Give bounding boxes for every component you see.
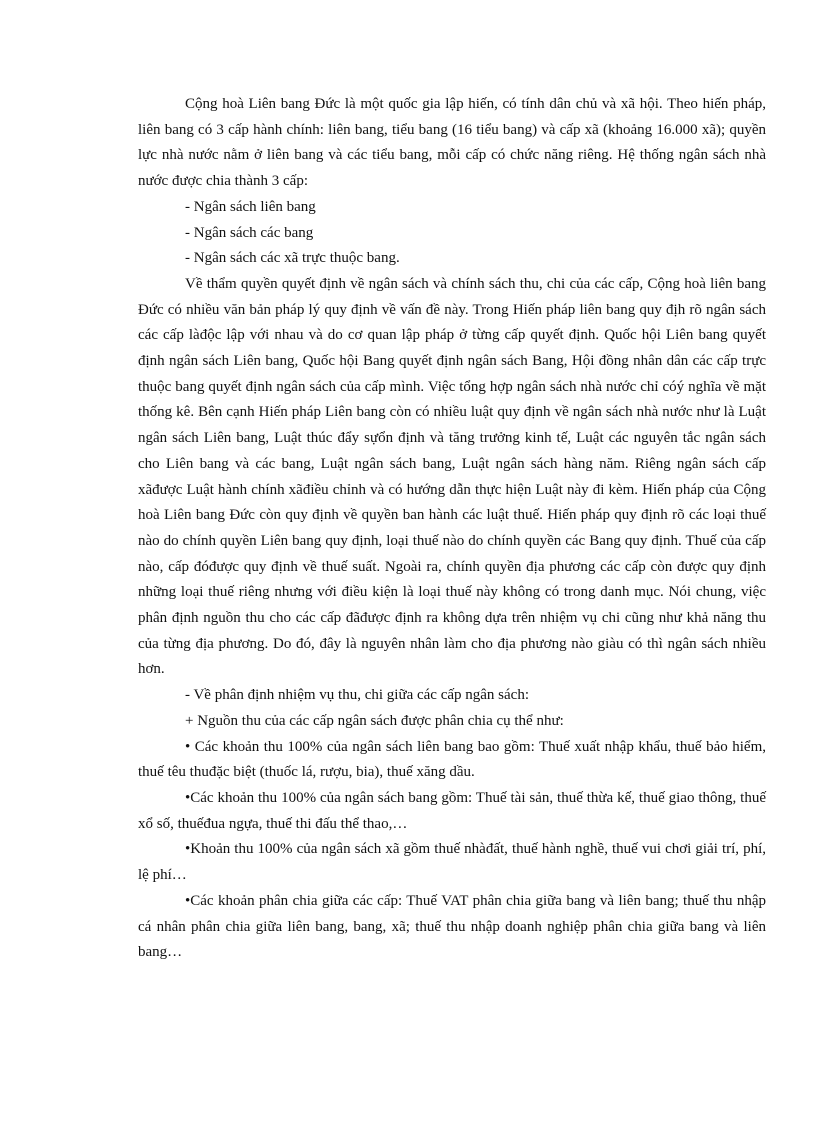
bullet-shared-revenue: •Các khoản phân chia giữa các cấp: Thuế VAT phân chia giữa bang và liên bang; thuế thu nhập cá nhân phân chia giữa liên bang, bang, xã; thuế thu nhập doanh nghiệp phân chia giữa bang và liên bang… (138, 892, 766, 961)
authority-paragraph: Về thẩm quyền quyết định về ngân sách và chính sách thu, chi của các cấp, Cộng hoà liên bang Đức có nhiều văn bản pháp lý quy định về vấn đề này. Trong Hiến pháp liên bang quy địh rõ ngân sách các cấp làđộc lập với nhau và do cơ quan lập pháp ở từng cấp quyết định. Quốc hội Liên bang quyết định ngân sách Liên bang, Quốc hội Bang quyết định ngân sách Bang, Hội đồng nhân dân các cấp trực thuộc bang quyết định ngân sách của cấp mình. Việc tổng hợp ngân sách nhà nước chỉ cóý nghĩa về mặt thống kê. Bên cạnh Hiến pháp Liên bang còn có nhiều luật quy định về ngân sách nhà nước như là Luật ngân sách Liên bang, Luật thúc đẩy sựổn định và tăng trưởng kinh tế, Luật các nguyên tắc ngân sách cho Liên bang và các bang, Luật ngân sách bang, Luật ngân sách hàng năm. Riêng ngân sách cấp xãđược Luật hành chính xãđiều chỉnh và có hướng dẫn thực hiện Luật này đi kèm. Hiến pháp của Cộng hoà Liên bang Đức còn quy định về quyền ban hành các luật thuế. Hiến pháp quy định rõ các loại thuế nào do chính quyền Liên bang quy định, loại thuế nào do chính quyền các Bang quy định. Thuế của cấp nào, cấp đóđược quy định về thuế suất. Ngoài ra, chính quyền địa phương các cấp còn được quy định những loại thuế riêng nhưng với điều kiện là loại thuế này không có trong danh mục. Nói chung, việc phân định nguồn thu cho các cấp đãđược định ra không dựa trên nhiệm vụ chi cũng như khả năng thu của từng địa phương. Do đó, đây là nguyên nhân làm cho địa phương nào giàu có thì ngân sách nhiều hơn. (138, 275, 766, 678)
bullet-federal-revenue: • Các khoản thu 100% của ngân sách liên bang bao gồm: Thuế xuất nhập khẩu, thuế bảo hiểm, thuế têu thuđặc biệt (thuốc lá, rượu, bia), thuế xăng dầu. (138, 738, 766, 781)
list-item-municipal-budget: - Ngân sách các xã trực thuộc bang. (185, 250, 400, 267)
bullet-municipal-revenue: •Khoản thu 100% của ngân sách xã gồm thuế nhàđất, thuế hành nghề, thuế vui chơi giải trí, phí, lệ phí… (138, 841, 766, 884)
document-page (138, 92, 766, 966)
bullet-state-revenue: •Các khoản thu 100% của ngân sách bang gồm: Thuế tài sản, thuế thừa kế, thuế giao thông, thuế xổ số, thuếđua ngựa, thuế thi đấu thể thao,… (138, 789, 766, 832)
list-item-state-budget: - Ngân sách các bang (185, 224, 314, 241)
intro-paragraph: Cộng hoà Liên bang Đức là một quốc gia lập hiến, có tính dân chủ và xã hội. Theo hiến pháp, liên bang có 3 cấp hành chính: liên bang, tiểu bang (16 tiểu bang) và cấp xã (khoảng 16.000 xã); quyền lực nhà nước nằm ở liên bang và các tiểu bang, mỗi cấp có chức năng riêng. Hệ thống ngân sách nhà nước được chia thành 3 cấp: (138, 96, 766, 190)
revenue-division-heading: - Về phân định nhiệm vụ thu, chi giữa các cấp ngân sách: (185, 687, 529, 704)
revenue-sources-heading: + Nguồn thu của các cấp ngân sách được phân chia cụ thể như: (185, 712, 564, 729)
list-item-federal-budget: - Ngân sách liên bang (185, 198, 316, 215)
